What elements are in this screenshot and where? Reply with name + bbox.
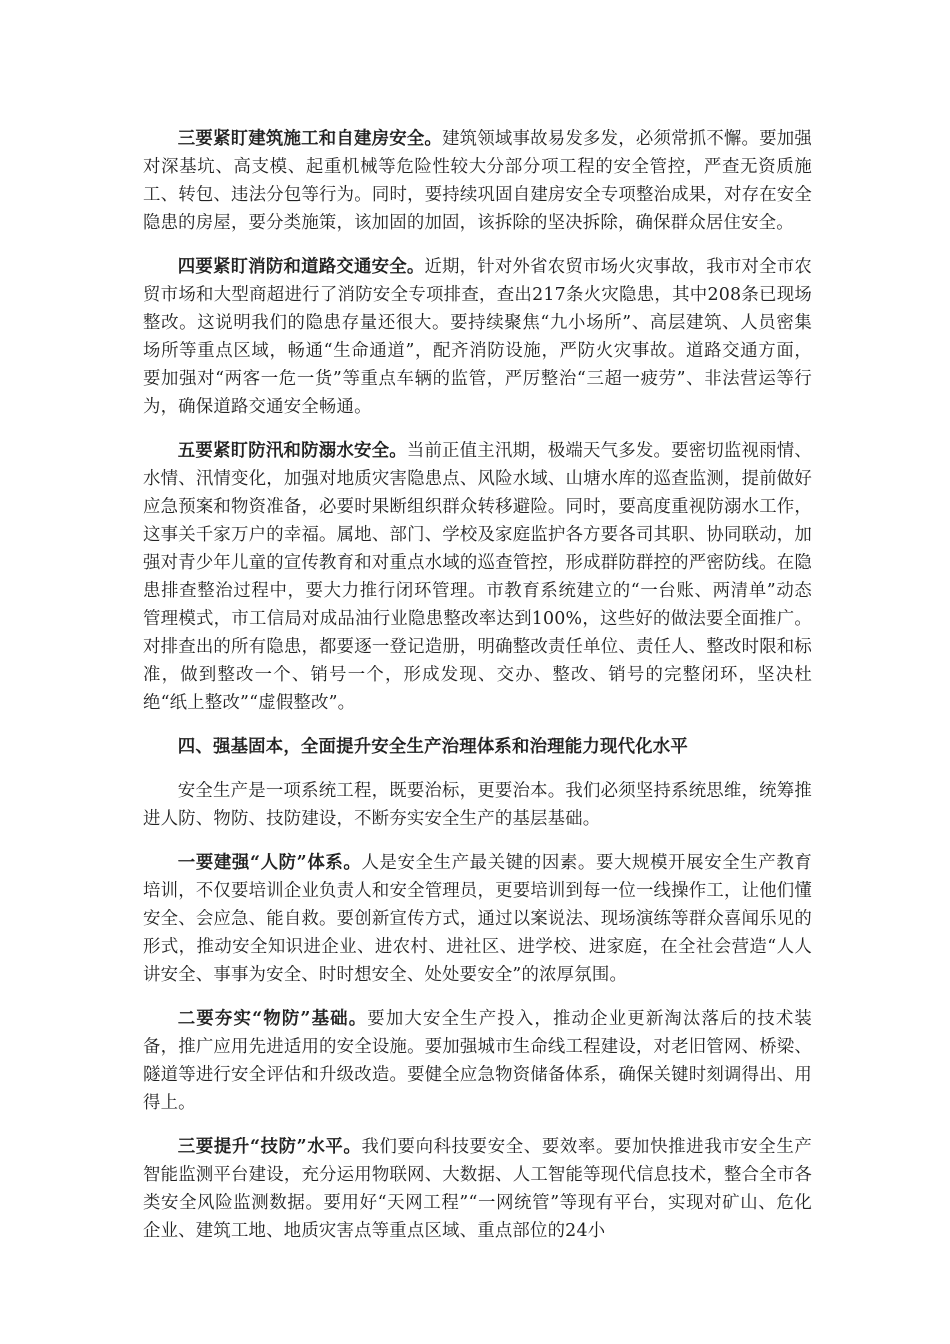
paragraph-flood-drowning-safety (143, 437, 812, 717)
paragraph-lead: 二要夯实“物防”基础。 (177, 1009, 368, 1029)
section-heading: 四、强基固本，全面提升安全生产治理体系和治理能力现代化水平 (177, 737, 688, 757)
paragraph-technical-defense (143, 1133, 812, 1245)
paragraph-lead: 四要紧盯消防和道路交通安全。 (177, 257, 425, 277)
paragraph-text: 我们要向科技要安全、要效率。要加快推进我市安全生产智能监测平台建设，充分运用物联网、大数据、人工智能等现代信息技术，整合全市各类安全风险监测数据。要用好“天网工程”“一网统管”等现有平台，实现对矿山、危化企业、建筑工地、地质灾害点等重点区域、重点部位的24小 (143, 1137, 812, 1241)
paragraph-text: 近期，针对外省农贸市场火灾事故，我市对全市农贸市场和大型商超进行了消防安全专项排查，查出217条火灾隐患，其中208条已现场整改。这说明我们的隐患存量还很大。要持续聚焦“九小场所”、高层建筑、人员密集场所等重点区域，畅通“生命通道”，配齐消防设施，严防火灾事故。道路交通方面，要加强对“两客一危一货”等重点车辆的监管，严厉整治“三超一疲劳”、非法营运等行为，确保道路交通安全畅通。 (143, 257, 812, 417)
paragraph-fire-traffic-safety (143, 253, 812, 421)
paragraph-text: 当前正值主汛期，极端天气多发。要密切监视雨情、水情、汛情变化，加强对地质灾害隐患点、风险水域、山塘水库的巡查监测，提前做好应急预案和物资准备，必要时果断组织群众转移避险。同时，要高度重视防溺水工作，这事关千家万户的幸福。属地、部门、学校及家庭监护各方要各司其职、协同联动，加强对青少年儿童的宣传教育和对重点水域的巡查管控，形成群防群控的严密防线。在隐患排查整治过程中，要大力推行闭环管理。市教育系统建立的“一台账、两清单”动态管理模式，市工信局对成品油行业隐患整改率达到100%，这些好的做法要全面推广。对排查出的所有隐患，都要逐一登记造册，明确整改责任单位、责任人、整改时限和标准，做到整改一个、销号一个，形成发现、交办、整改、销号的完整闭环，坚决杜绝“纸上整改”“虚假整改”。 (143, 441, 812, 713)
paragraph-text: 建筑领域事故易发多发，必须常抓不懈。要加强对深基坑、高支模、起重机械等危险性较大分部分项工程的安全管控，严查无资质施工、转包、违法分包等行为。同时，要持续巩固自建房安全专项整治成果，对存在安全隐患的房屋，要分类施策，该加固的加固，该拆除的坚决拆除，确保群众居住安全。 (143, 129, 812, 233)
paragraph-lead: 一要建强“人防”体系。 (177, 853, 362, 873)
paragraph-text: 人是安全生产最关键的因素。要大规模开展安全生产教育培训，不仅要培训企业负责人和安全管理员，更要培训到每一位一线操作工，让他们懂安全、会应急、能自救。要创新宣传方式，通过以案说法、现场演练等群众喜闻乐见的形式，推动安全知识进企业、进农村、进社区、进学校、进家庭，在全社会营造“人人讲安全、事事为安全、时时想安全、处处要安全”的浓厚氛围。 (143, 853, 812, 985)
paragraph-physical-defense (143, 1005, 812, 1117)
paragraph-lead: 五要紧盯防汛和防溺水安全。 (177, 441, 407, 461)
paragraph-human-defense (143, 849, 812, 989)
paragraph-text: 要加大安全生产投入，推动企业更新淘汰落后的技术装备，推广应用先进适用的安全设施。要加强城市生命线工程建设，对老旧管网、桥梁、隧道等进行安全评估和升级改造。要健全应急物资储备体系，确保关键时刻调得出、用得上。 (143, 1009, 812, 1113)
document-body (143, 125, 812, 1261)
paragraph-construction-safety (143, 125, 812, 237)
paragraph-lead: 三要紧盯建筑施工和自建房安全。 (177, 129, 443, 149)
section-intro: 安全生产是一项系统工程，既要治标，更要治本。我们必须坚持系统思维，统筹推进人防、物防、技防建设，不断夯实安全生产的基层基础。 (143, 781, 812, 829)
paragraph-lead: 三要提升“技防”水平。 (177, 1137, 362, 1157)
